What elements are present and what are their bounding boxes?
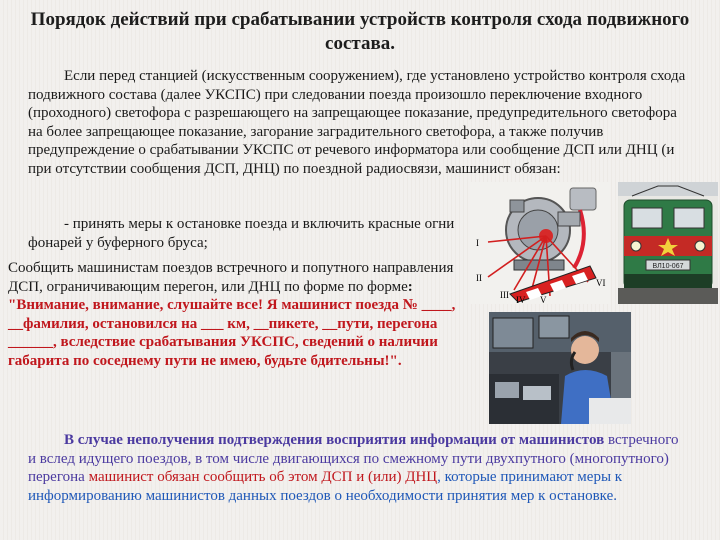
locomotive-number: ВЛ10-067 [652, 263, 684, 270]
no-confirmation-text: встречного и вслед идущего поездов, в том числе двигающихся по смежному пути двухпутного (многопутного) перегона [28, 432, 679, 485]
device-label-1: I [476, 238, 479, 248]
device-label-2: II [476, 273, 482, 283]
paragraph-no-confirmation [28, 431, 690, 505]
paragraph-radio-message [8, 259, 460, 370]
device-label-6: VI [596, 278, 606, 288]
dispatcher-photo [489, 312, 631, 424]
device-label-4: IV [516, 295, 526, 304]
radio-message-intro: Сообщить машинистам поездов встречного и попутного направления ДСП, ограничивающим перегон, или ДНЦ по форме по форме [8, 260, 454, 295]
radio-message-colon: : [407, 278, 413, 295]
page-title: Порядок действий при срабатывании устройств контроля схода подвижного состава. [30, 9, 690, 54]
locomotive-photo [618, 182, 718, 304]
no-confirmation-dispatcher-measures: , которые принимают меры к информированию машинистов данных поездов о необходимости принятия мер к остановке. [28, 469, 623, 504]
paragraph-conditions: Если перед станцией (искусственным сооружением), где установлено устройство контроля схода подвижного состава (далее УКСПС) при следовании поезда произошло переключение входного (проходного) светофора с разрешающего на запрещающее показание, предупредительного светофора на более запрещающее показание, загорание заградительного светофора, а также получив предупреждение о срабатывании УКСПС от речевого информатора или сообщение ДСП или ДНЦ (и при отсутствии сообщения ДСП, ДНЦ) по поездной радиосвязи, машинист обязан: [28, 68, 686, 177]
paragraph-stop-measures: - принять меры к остановке поезда и включить красные огни фонарей у буферного бруса; [28, 216, 455, 251]
device-label-3: III [500, 290, 509, 300]
derailment-sensor-illustration [470, 182, 610, 304]
device-label-5: V [540, 295, 547, 304]
no-confirmation-intro: В случае неполучения подтверждения восприятия информации от машинистов [64, 432, 605, 448]
no-confirmation-driver-duty: машинист обязан сообщить об этом ДСП и (или) ДНЦ [88, 469, 438, 485]
radio-message-text: "Внимание, внимание, слушайте все! Я машинист поезда № ____, __фамилия, остановился на ___ км, __пикете, __пути, перегона ______, вследствие срабатывания УКСПС, сведений о наличии габарита по соседнему пути не имею, будьте бдительны!". [8, 297, 456, 369]
